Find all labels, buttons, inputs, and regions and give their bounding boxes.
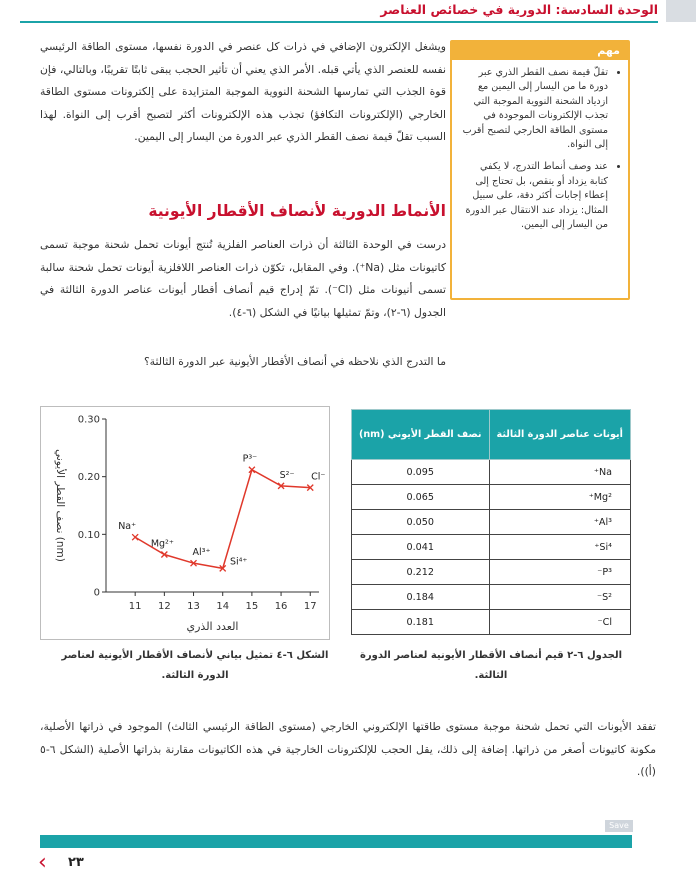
point-label: P³⁻ [242,453,258,465]
table-row [352,460,631,485]
point-label: Si⁴⁺ [229,556,248,568]
save-chip[interactable]: Save [605,820,633,832]
data-point [132,534,138,540]
ion-cell: Cl⁻ [489,610,631,635]
y-tick-label: 0.20 [77,472,100,484]
y-axis-label: نصف القطر الأيوني (nm) [54,449,66,562]
page-header [0,0,696,22]
point-label: S²⁻ [279,469,295,481]
ion-cell: Mg²⁺ [489,485,631,510]
point-label: Al³⁺ [192,547,211,559]
radius-cell: 0.212 [352,560,490,585]
chart-svg [41,407,329,639]
x-tick-label: 15 [245,601,259,612]
table-header-ions: أيونات عناصر الدورة الثالثة [489,410,631,460]
x-tick-label: 12 [157,601,171,612]
table-row [352,535,631,560]
paragraph-ions: درست في الوحدة الثالثة أن ذرات العناصر الفلزية تُنتج أيونات تحمل شحنة موجبة تسمى كاتيونات مثل (Na⁺). وفي المقابل، تكوّن ذرات العناصر اللافلزية أيونات تحمل شحنة سالبة تسمى أنيونات مثل (Cl⁻). تمّ إدراج قيم أنصاف أقطار أيونات عناصر الدورة الثالثة في الجدول (٦-٢)، وتمّ تمثيلها بيانيًا في الشكل (٦-٤). [40,238,446,319]
point-label: Cl⁻ [311,471,326,483]
header-accent [666,0,696,22]
table-caption: الجدول ٦-٢ قيم أنصاف الأقطار الأيونية لعناصر الدورة الثالثة. [359,650,623,681]
y-tick-label: 0 [93,587,100,599]
paragraph-shielding: ويشغل الإلكترون الإضافي في ذرات كل عنصر في الدورة نفسها، مستوى الطاقة الرئيسي نفسه للعنصر الذي يأتي قبله. الأمر الذي يعني أن تأثير الحجب يبقى ثابتًا تقريبًا، وبالتالي، فإن قوة الجذب التي تمارسها الشحنة النووية الموجبة المتزايدة على إلكترونات مستوى الطاقة الخارجي (الإلكترونات التكافؤ) تجذب هذه الإلكترونات أكثر لتصبح أقرب إلى النواة. لهذا السبب تقلّ قيمة نصف القطر الذري عبر الدورة من اليسار إلى اليمين. [40,40,446,143]
series-line [135,470,310,569]
point-label: Mg²⁺ [150,538,174,550]
table-header-row [352,410,631,460]
ionic-radius-chart [40,406,330,640]
x-tick-label: 17 [303,601,317,612]
table-row [352,585,631,610]
question-text: ما التدرج الذي نلاحظه في أنصاف الأقطار الأيونية عبر الدورة الثالثة؟ [143,355,446,368]
radius-cell: 0.095 [352,460,490,485]
ion-cell: P³⁻ [489,560,631,585]
ion-cell: Si⁴⁺ [489,535,631,560]
table-row [352,510,631,535]
chevron-left-icon[interactable]: ‹ [38,850,47,875]
ion-cell: Na⁺ [489,460,631,485]
y-tick-label: 0.10 [77,529,100,541]
header-rule [20,21,658,23]
footer-bar [40,835,632,848]
ion-cell: S²⁻ [489,585,631,610]
ion-cell: Al³⁺ [489,510,631,535]
table-row [352,610,631,635]
x-tick-label: 13 [187,601,200,612]
x-axis-label: العدد الذري [186,620,239,633]
point-label: Na⁺ [118,521,137,533]
radius-cell: 0.181 [352,610,490,635]
table-row [352,560,631,585]
unit-title: الوحدة السادسة: الدورية في خصائص العناصر [380,2,658,17]
important-note-heading: مهم [452,42,628,60]
ionic-radius-table [351,409,631,635]
table-row [352,485,631,510]
important-note-item: • عند وصف أنماط التدرج، لا يكفي كتابة يزداد أو ينقص، بل تحتاج إلى إعطاء إجابات أكثر دقة، على سبيل المثال: يزداد عند الانتقال عبر الدورة من اليسار إلى اليمين. [460,160,608,232]
important-note-box [450,40,630,300]
x-tick-label: 11 [128,601,142,612]
x-tick-label: 16 [274,601,288,612]
page-number: ٢٣ [68,855,84,870]
radius-cell: 0.050 [352,510,490,535]
important-note-item: • تقلّ قيمة نصف القطر الذري عبر دورة ما من اليسار إلى اليمين مع ازدياد الشحنة النووية الموجبة التي تجذب الإلكترونات الموجودة في مستوى الطاقة الخارجي لتصبح أقرب إلى النواة. [460,66,608,152]
important-note-list [460,66,620,232]
radius-cell: 0.065 [352,485,490,510]
section-title: الأنماط الدورية لأنصاف الأقطار الأيونية [148,202,446,220]
x-tick-label: 14 [216,601,230,612]
table-header-radius: نصف القطر الأيوني (nm) [352,410,490,460]
radius-cell: 0.041 [352,535,490,560]
y-tick-label: 0.30 [77,414,100,426]
paragraph-cations: تفقد الأيونات التي تحمل شحنة موجبة مستوى طاقتها الإلكتروني الخارجي (مستوى الطاقة الرئيسي الثالث) الموجود في ذراتها الأصلية، مكونة كاتيونات أصغر من ذراتها. إضافة إلى ذلك، يقل الحجب للإلكترونات الخارجية في هذه الكاتيونات مقارنة بذراتها الأصلية (الشكل ٦-٥ (أ)). [40,720,656,778]
figure-caption: الشكل ٦-٤ تمثيل بياني لأنصاف الأقطار الأيونية لعناصر الدورة الثالثة. [61,650,329,681]
radius-cell: 0.184 [352,585,490,610]
